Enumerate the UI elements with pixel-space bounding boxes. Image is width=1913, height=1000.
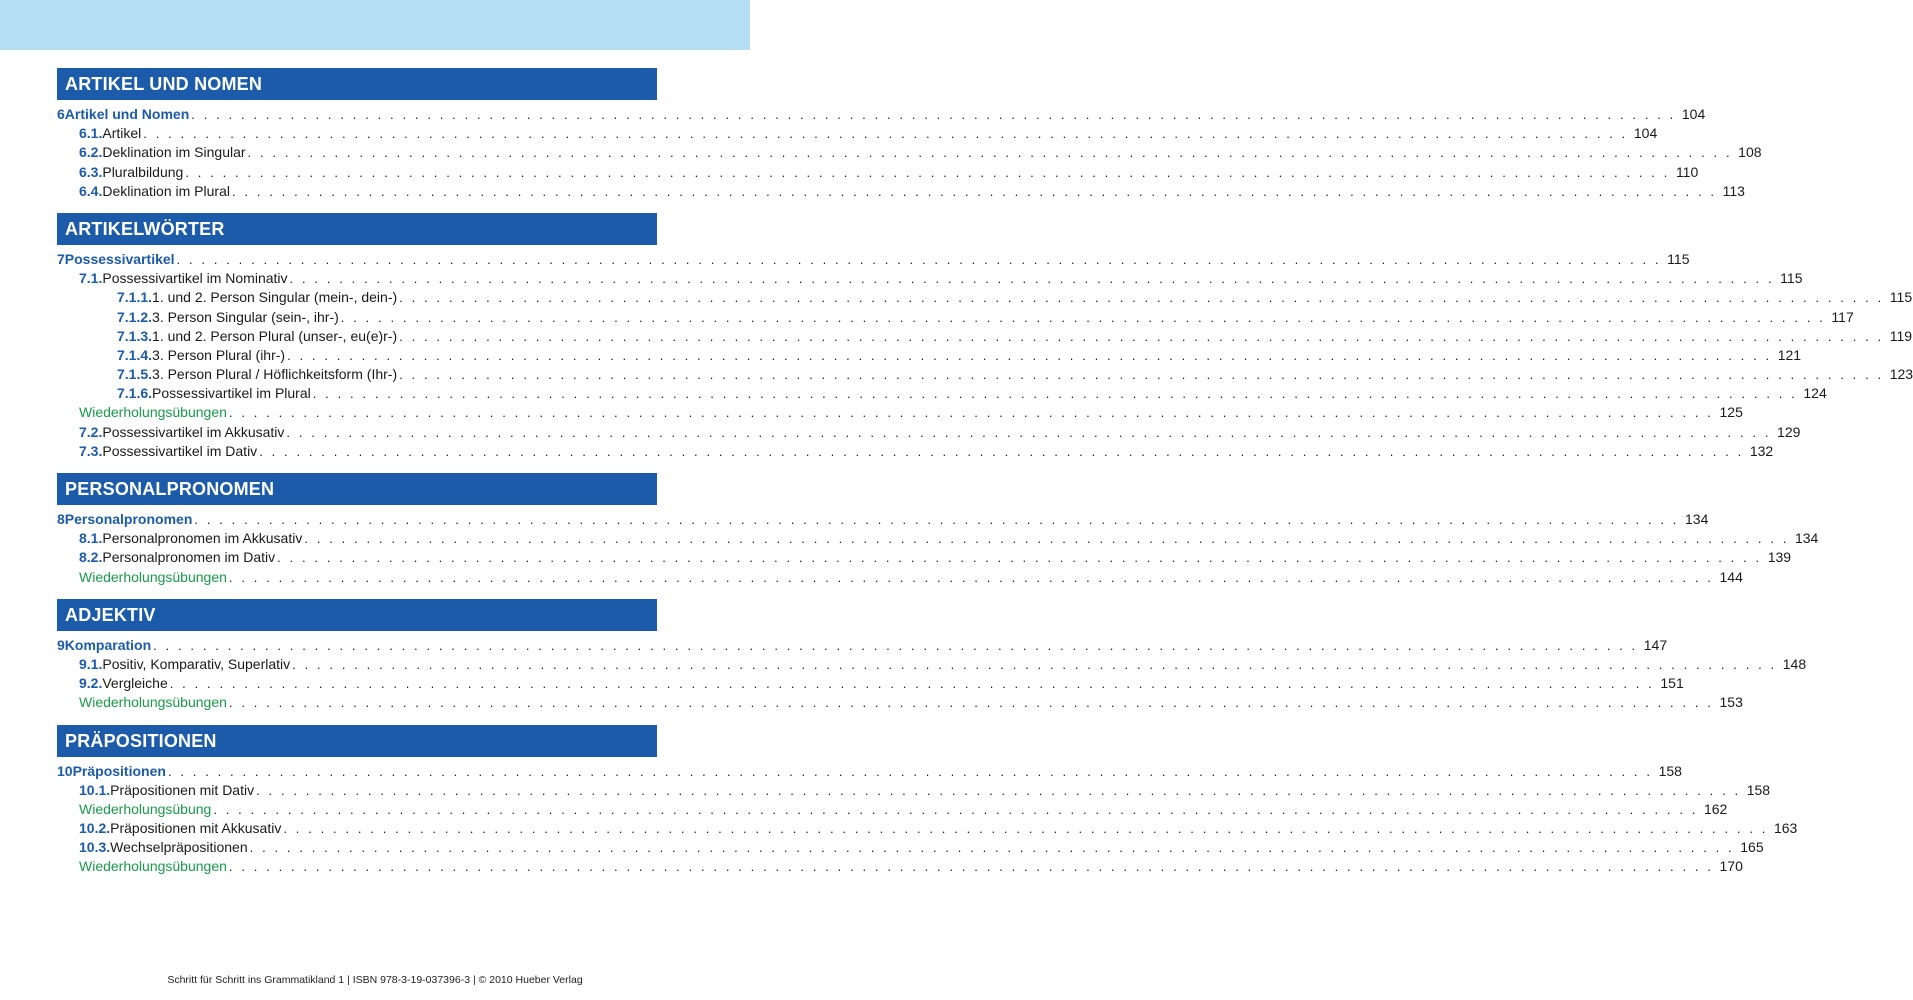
toc-entry[interactable]: [57, 819, 1798, 838]
dot-leader: . . . . . . . . . . . . . . . . . . . . . . . . . . . . . . . . . . . . . . . . . . . . . . . . . . . . . . . . . . . . . . . . . . . . . . . . . . . . . . . . . . . . . . . . . . . . . . . . . . . . . . . . . . . . . . . . . . . . . . . .: [191, 107, 1676, 122]
entry-number: 9: [57, 636, 65, 653]
dot-leader: . . . . . . . . . . . . . . . . . . . . . . . . . . . . . . . . . . . . . . . . . . . . . . . . . . . . . . . . . . . . . . . . . . . . . . . . . . . . . . . . . . . . . . . . . . . . . . . . . . . . . . . . . . . . . . . . . . . . . . . .: [169, 676, 1655, 692]
page-number: 148: [1782, 655, 1807, 672]
page-number: 104: [1633, 125, 1658, 142]
page-number: 170: [1719, 858, 1743, 875]
page-number: 144: [1719, 568, 1743, 585]
entry-title: Possessivartikel im Plural: [152, 385, 311, 402]
toc-entry[interactable]: [57, 308, 1854, 327]
dot-leader: . . . . . . . . . . . . . . . . . . . . . . . . . . . . . . . . . . . . . . . . . . . . . . . . . . . . . . . . . . . . . . . . . . . . . . . . . . . . . . . . . . . . . . . . . . . . . . . . . . . . . . . . . . . . . . . . . . . . . . . .: [185, 164, 1670, 180]
page-number: 119: [1889, 327, 1913, 344]
page-number: 115: [1667, 250, 1690, 267]
entry-number: 7.3.: [79, 442, 103, 459]
entry-title: Positiv, Komparativ, Superlativ: [102, 655, 291, 672]
entry-title: Präpositionen mit Dativ: [110, 781, 255, 798]
entry-title: Deklination im Singular: [102, 144, 246, 161]
entry-title: Pluralbildung: [102, 163, 184, 180]
page-number: 124: [1803, 385, 1827, 402]
page-number: 134: [1685, 511, 1709, 527]
entry-number: 9.1.: [79, 655, 103, 672]
dot-leader: . . . . . . . . . . . . . . . . . . . . . . . . . . . . . . . . . . . . . . . . . . . . . . . . . . . . . . . . . . . . . . . . . . . . . . . . . . . . . . . . . . . . . . . . . . . . . . . . . . . . . . . . . . . . . . . . . . . . . . . .: [399, 367, 1884, 383]
toc-entry[interactable]: [57, 124, 1658, 143]
toc-entry-exercises[interactable]: [57, 568, 1743, 587]
dot-leader: . . . . . . . . . . . . . . . . . . . . . . . . . . . . . . . . . . . . . . . . . . . . . . . . . . . . . . . . . . . . . . . . . . . . . . . . . . . . . . . . . . . . . . . . . . . . . . . . . . . . . . . . . . . . . . . . . . . . . . . .: [228, 405, 1714, 421]
dot-leader: . . . . . . . . . . . . . . . . . . . . . . . . . . . . . . . . . . . . . . . . . . . . . . . . . . . . . . . . . . . . . . . . . . . . . . . . . . . . . . . . . . . . . . . . . . . . . . . . . . . . . . . . . . . . . . . . . . . . . . . .: [249, 840, 1735, 856]
dot-leader: . . . . . . . . . . . . . . . . . . . . . . . . . . . . . . . . . . . . . . . . . . . . . . . . . . . . . . . . . . . . . . . . . . . . . . . . . . . . . . . . . . . . . . . . . . . . . . . . . . . . . . . . . . . . . . . . . . . . . . . .: [289, 271, 1775, 287]
entry-number: 7.1.2.: [117, 308, 153, 325]
toc-section: [57, 68, 1762, 201]
section-header: PERSONALPRONOMEN: [57, 473, 657, 505]
entry-title: Possessivartikel im Akkusativ: [102, 423, 285, 440]
entry-title: Komparation: [64, 636, 152, 653]
page-number: 121: [1777, 346, 1802, 363]
toc-entry[interactable]: [57, 163, 1699, 182]
entry-number: 6.4.: [79, 182, 103, 199]
table-of-contents: [57, 68, 1913, 889]
page-number: 110: [1675, 163, 1699, 180]
entry-number: 6.2.: [79, 144, 103, 161]
entry-title: Possessivartikel im Dativ: [102, 442, 258, 459]
entry-title: Possessivartikel im Nominativ: [102, 270, 288, 287]
entry-number: 6.3.: [79, 163, 103, 180]
entry-title: Wiederholungsübungen: [79, 568, 227, 585]
page-number: 158: [1658, 762, 1682, 779]
entry-number: 8.1.: [79, 530, 103, 547]
entry-number: 6: [57, 106, 65, 122]
dot-leader: . . . . . . . . . . . . . . . . . . . . . . . . . . . . . . . . . . . . . . . . . . . . . . . . . . . . . . . . . . . . . . . . . . . . . . . . . . . . . . . . . . . . . . . . . . . . . . . . . . . . . . . . . . . . . . . . . . . . . . . .: [287, 347, 1772, 363]
entry-title: Possessivartikel: [64, 250, 175, 267]
page-number: 104: [1681, 106, 1706, 122]
entry-number: 10.3.: [79, 839, 111, 856]
dot-leader: . . . . . . . . . . . . . . . . . . . . . . . . . . . . . . . . . . . . . . . . . . . . . . . . . . . . . . . . . . . . . . . . . . . . . . . . . . . . . . . . . . . . . . . . . . . . . . . . . . . . . . . . . . . . . . . . . . . . . . . .: [247, 145, 1733, 161]
toc-entry[interactable]: [57, 781, 1771, 800]
page-number: 147: [1643, 636, 1668, 653]
toc-entry[interactable]: [57, 365, 1913, 384]
toc-entry[interactable]: [57, 655, 1807, 674]
toc-entry-exercises[interactable]: [57, 403, 1743, 422]
toc-section: [57, 725, 1798, 877]
page-number: 162: [1703, 800, 1728, 817]
entry-number: 7.1.3.: [117, 327, 153, 344]
page-number: 151: [1660, 675, 1684, 692]
page-number: 129: [1777, 423, 1801, 440]
page-footer: Schritt für Schritt ins Grammatikland 1 | ISBN 978-3-19-037396-3 | © 2010 Hueber Verlag: [167, 974, 583, 986]
dot-leader: . . . . . . . . . . . . . . . . . . . . . . . . . . . . . . . . . . . . . . . . . . . . . . . . . . . . . . . . . . . . . . . . . . . . . . . . . . . . . . . . . . . . . . . . . . . . . . . . . . . . . . . . . . . . . . . . . . . . . . . .: [340, 309, 1826, 325]
entry-title: Vergleiche: [102, 675, 168, 692]
dot-leader: . . . . . . . . . . . . . . . . . . . . . . . . . . . . . . . . . . . . . . . . . . . . . . . . . . . . . . . . . . . . . . . . . . . . . . . . . . . . . . . . . . . . . . . . . . . . . . . . . . . . . . . . . . . . . . . . . . . . . . . .: [292, 656, 1777, 672]
dot-leader: . . . . . . . . . . . . . . . . . . . . . . . . . . . . . . . . . . . . . . . . . . . . . . . . . . . . . . . . . . . . . . . . . . . . . . . . . . . . . . . . . . . . . . . . . . . . . . . . . . . . . . . . . . . . . . . . . . . . . . . .: [283, 821, 1768, 837]
entry-title: Wiederholungsübungen: [79, 404, 227, 421]
page-number: 113: [1722, 182, 1745, 199]
page-number: 134: [1794, 530, 1819, 547]
entry-number: 10.2.: [79, 820, 111, 837]
page-number: 132: [1749, 442, 1774, 459]
entry-title: 1. und 2. Person Plural (unser-, eu(e)r-): [152, 327, 398, 344]
entry-number: 7.1.6.: [117, 385, 153, 402]
toc-entry[interactable]: [57, 423, 1801, 442]
dot-leader: . . . . . . . . . . . . . . . . . . . . . . . . . . . . . . . . . . . . . . . . . . . . . . . . . . . . . . . . . . . . . . . . . . . . . . . . . . . . . . . . . . . . . . . . . . . . . . . . . . . . . . . . . . . . . . . . . . . . . . . .: [256, 782, 1741, 798]
page-number: 108: [1738, 144, 1762, 161]
dot-leader: . . . . . . . . . . . . . . . . . . . . . . . . . . . . . . . . . . . . . . . . . . . . . . . . . . . . . . . . . . . . . . . . . . . . . . . . . . . . . . . . . . . . . . . . . . . . . . . . . . . . . . . . . . . . . . . . . . . . . . . .: [231, 183, 1717, 199]
dot-leader: . . . . . . . . . . . . . . . . . . . . . . . . . . . . . . . . . . . . . . . . . . . . . . . . . . . . . . . . . . . . . . . . . . . . . . . . . . . . . . . . . . . . . . . . . . . . . . . . . . . . . . . . . . . . . . . . . . . . . . . .: [399, 290, 1884, 306]
entry-title: Wiederholungsübung: [79, 800, 212, 817]
section-header: ARTIKEL UND NOMEN: [57, 68, 657, 100]
dot-leader: . . . . . . . . . . . . . . . . . . . . . . . . . . . . . . . . . . . . . . . . . . . . . . . . . . . . . . . . . . . . . . . . . . . . . . . . . . . . . . . . . . . . . . . . . . . . . . . . . . . . . . . . . . . . . . . . . . . . . . . .: [228, 695, 1714, 711]
page-number: 123: [1889, 366, 1913, 383]
dot-leader: . . . . . . . . . . . . . . . . . . . . . . . . . . . . . . . . . . . . . . . . . . . . . . . . . . . . . . . . . . . . . . . . . . . . . . . . . . . . . . . . . . . . . . . . . . . . . . . . . . . . . . . . . . . . . . . . . . . . . . . .: [304, 531, 1789, 547]
entry-title: Personalpronomen im Akkusativ: [102, 530, 303, 547]
dot-leader: . . . . . . . . . . . . . . . . . . . . . . . . . . . . . . . . . . . . . . . . . . . . . . . . . . . . . . . . . . . . . . . . . . . . . . . . . . . . . . . . . . . . . . . . . . . . . . . . . . . . . . . . . . . . . . . . . . . . . . . .: [259, 443, 1744, 459]
dot-leader: . . . . . . . . . . . . . . . . . . . . . . . . . . . . . . . . . . . . . . . . . . . . . . . . . . . . . . . . . . . . . . . . . . . . . . . . . . . . . . . . . . . . . . . . . . . . . . . . . . . . . . . . . . . . . . . . . . . . . . . .: [286, 424, 1772, 440]
toc-entry-exercises[interactable]: [57, 857, 1743, 876]
page-number: 165: [1740, 839, 1764, 856]
page-number: 115: [1780, 270, 1803, 287]
entry-title: Artikel und Nomen: [64, 106, 190, 122]
page-number: 115: [1889, 289, 1913, 306]
page-number: 139: [1767, 549, 1792, 566]
section-header: ADJEKTIV: [57, 599, 657, 631]
toc-entry[interactable]: [57, 674, 1684, 693]
page-number: 158: [1746, 781, 1771, 798]
toc-entry[interactable]: [57, 384, 1827, 403]
page-number: 163: [1773, 820, 1798, 837]
entry-title: Wechselpräpositionen: [110, 839, 248, 856]
toc-entry[interactable]: [57, 762, 1682, 781]
page-number: 125: [1719, 404, 1743, 421]
dot-leader: . . . . . . . . . . . . . . . . . . . . . . . . . . . . . . . . . . . . . . . . . . . . . . . . . . . . . . . . . . . . . . . . . . . . . . . . . . . . . . . . . . . . . . . . . . . . . . . . . . . . . . . . . . . . . . . . . . . . . . . .: [228, 569, 1714, 585]
toc-entry[interactable]: [57, 838, 1764, 857]
dot-leader: . . . . . . . . . . . . . . . . . . . . . . . . . . . . . . . . . . . . . . . . . . . . . . . . . . . . . . . . . . . . . . . . . . . . . . . . . . . . . . . . . . . . . . . . . . . . . . . . . . . . . . . . . . . . . . . . . . . . . . . .: [194, 512, 1680, 527]
entry-number: 7.1.: [79, 270, 103, 287]
toc-section: [57, 599, 1807, 713]
entry-number: 6.1.: [79, 125, 103, 142]
page-number: 117: [1831, 308, 1854, 325]
toc-entry[interactable]: [57, 105, 1706, 124]
toc-section: [57, 473, 1819, 587]
toc-entry[interactable]: [57, 288, 1913, 307]
entry-title: 1. und 2. Person Singular (mein-, dein-): [152, 289, 398, 306]
entry-number: 10: [57, 762, 73, 779]
entry-number: 7.1.1.: [117, 289, 153, 306]
section-header: ARTIKELWÖRTER: [57, 213, 657, 245]
dot-leader: . . . . . . . . . . . . . . . . . . . . . . . . . . . . . . . . . . . . . . . . . . . . . . . . . . . . . . . . . . . . . . . . . . . . . . . . . . . . . . . . . . . . . . . . . . . . . . . . . . . . . . . . . . . . . . . . . . . . . . . .: [277, 550, 1762, 566]
entry-number: 8.2.: [79, 549, 103, 566]
entry-title: Personalpronomen: [64, 511, 193, 527]
page-number: 153: [1719, 694, 1743, 711]
entry-title: Artikel: [102, 125, 142, 142]
toc-entry-exercises[interactable]: [57, 800, 1728, 819]
dot-leader: . . . . . . . . . . . . . . . . . . . . . . . . . . . . . . . . . . . . . . . . . . . . . . . . . . . . . . . . . . . . . . . . . . . . . . . . . . . . . . . . . . . . . . . . . . . . . . . . . . . . . . . . . . . . . . . . . . . . . . . .: [176, 251, 1662, 267]
dot-leader: . . . . . . . . . . . . . . . . . . . . . . . . . . . . . . . . . . . . . . . . . . . . . . . . . . . . . . . . . . . . . . . . . . . . . . . . . . . . . . . . . . . . . . . . . . . . . . . . . . . . . . . . . . . . . . . . . . . . . . . .: [153, 637, 1638, 653]
entry-number: 7.2.: [79, 423, 103, 440]
entry-title: Wiederholungsübungen: [79, 694, 227, 711]
section-header: PRÄPOSITIONEN: [57, 725, 657, 757]
entry-number: 8: [57, 511, 65, 527]
entry-title: Wiederholungsübungen: [79, 858, 227, 875]
dot-leader: . . . . . . . . . . . . . . . . . . . . . . . . . . . . . . . . . . . . . . . . . . . . . . . . . . . . . . . . . . . . . . . . . . . . . . . . . . . . . . . . . . . . . . . . . . . . . . . . . . . . . . . . . . . . . . . . . . . . . . . .: [167, 763, 1653, 779]
toc-entry-exercises[interactable]: [57, 693, 1743, 712]
entry-number: 10.1.: [79, 781, 111, 798]
toc-entry[interactable]: [57, 143, 1762, 162]
dot-leader: . . . . . . . . . . . . . . . . . . . . . . . . . . . . . . . . . . . . . . . . . . . . . . . . . . . . . . . . . . . . . . . . . . . . . . . . . . . . . . . . . . . . . . . . . . . . . . . . . . . . . . . . . . . . . . . . . . . . . . . .: [228, 859, 1714, 875]
dot-leader: . . . . . . . . . . . . . . . . . . . . . . . . . . . . . . . . . . . . . . . . . . . . . . . . . . . . . . . . . . . . . . . . . . . . . . . . . . . . . . . . . . . . . . . . . . . . . . . . . . . . . . . . . . . . . . . . . . . . . . . .: [312, 386, 1798, 402]
toc-entry[interactable]: [57, 548, 1792, 567]
entry-title: Präpositionen: [72, 762, 166, 779]
entry-title: Deklination im Plural: [102, 182, 230, 199]
toc-entry[interactable]: [57, 250, 1690, 269]
entry-number: 7: [57, 250, 65, 267]
entry-title: 3. Person Singular (sein-, ihr-): [152, 308, 339, 325]
toc-entry[interactable]: [57, 269, 1803, 288]
toc-entry[interactable]: [57, 182, 1745, 201]
entry-title: Personalpronomen im Dativ: [102, 549, 276, 566]
entry-title: 3. Person Plural (ihr-): [152, 346, 286, 363]
dot-leader: . . . . . . . . . . . . . . . . . . . . . . . . . . . . . . . . . . . . . . . . . . . . . . . . . . . . . . . . . . . . . . . . . . . . . . . . . . . . . . . . . . . . . . . . . . . . . . . . . . . . . . . . . . . . . . . . . . . . . . . .: [143, 126, 1628, 142]
entry-number: 7.1.5.: [117, 366, 153, 383]
entry-number: 9.2.: [79, 675, 103, 692]
toc-entry[interactable]: [57, 510, 1709, 529]
top-banner: [0, 0, 750, 50]
toc-section: [57, 213, 1913, 461]
entry-title: 3. Person Plural / Höflichkeitsform (Ihr-): [152, 366, 398, 383]
dot-leader: . . . . . . . . . . . . . . . . . . . . . . . . . . . . . . . . . . . . . . . . . . . . . . . . . . . . . . . . . . . . . . . . . . . . . . . . . . . . . . . . . . . . . . . . . . . . . . . . . . . . . . . . . . . . . . . . . . . . . . . .: [213, 801, 1698, 817]
dot-leader: . . . . . . . . . . . . . . . . . . . . . . . . . . . . . . . . . . . . . . . . . . . . . . . . . . . . . . . . . . . . . . . . . . . . . . . . . . . . . . . . . . . . . . . . . . . . . . . . . . . . . . . . . . . . . . . . . . . . . . . .: [399, 328, 1884, 344]
entry-title: Präpositionen mit Akkusativ: [110, 820, 282, 837]
toc-entry[interactable]: [57, 636, 1668, 655]
toc-entry[interactable]: [57, 346, 1802, 365]
toc-entry[interactable]: [57, 442, 1774, 461]
toc-entry[interactable]: [57, 327, 1913, 346]
toc-entry[interactable]: [57, 529, 1819, 548]
entry-number: 7.1.4.: [117, 346, 153, 363]
